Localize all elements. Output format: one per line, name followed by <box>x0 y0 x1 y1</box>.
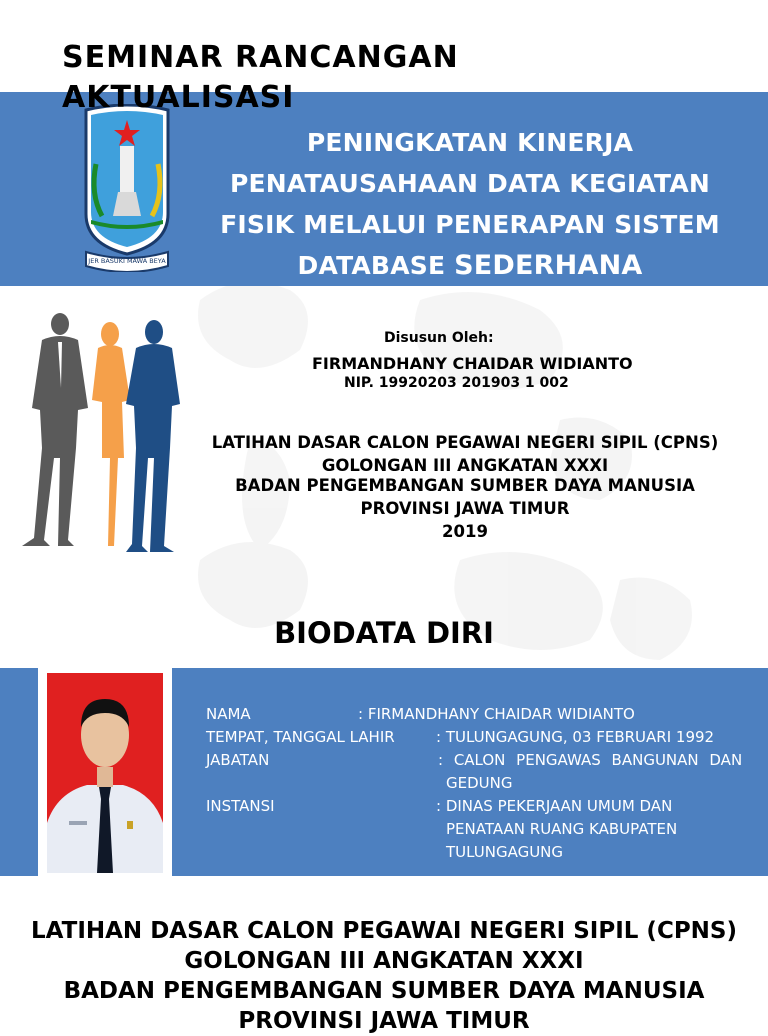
biodata-label: TEMPAT, TANGGAL LAHIR <box>206 728 395 746</box>
east-java-emblem <box>80 104 174 272</box>
seminar-heading: SEMINAR RANCANGAN AKTUALISASI <box>62 40 459 115</box>
biodata-row-instansi-cont2 <box>206 841 756 864</box>
biodata-value: PENATAAN RUANG KABUPATEN <box>446 820 678 838</box>
business-people-silhouettes <box>14 308 194 558</box>
training-info-line: BADAN PENGEMBANGAN SUMBER DAYA MANUSIA <box>235 476 695 495</box>
training-info-line: PROVINSI JAWA TIMUR <box>360 499 570 518</box>
biodata-value <box>438 749 742 772</box>
biodata-row-jabatan-cont <box>206 772 756 795</box>
biodata-value: : FIRMANDHANY CHAIDAR WIDIANTO <box>358 705 635 723</box>
slide-title-line: PENATAUSAHAAN DATA KEGIATAN <box>229 169 711 198</box>
biodata-row-jabatan <box>206 749 756 772</box>
bottom-info-line: PROVINSI JAWA TIMUR <box>238 1008 530 1034</box>
biodata-value-text: : CALON PENGAWAS BANGUNAN DAN <box>438 751 743 769</box>
slide-title-word: DATABASE <box>297 251 446 280</box>
biodata-list <box>206 703 756 864</box>
slide-title-line: PENINGKATAN KINERJA <box>306 128 634 157</box>
biodata-label: JABATAN <box>206 751 270 769</box>
profile-photo <box>47 673 163 873</box>
training-info-line: LATIHAN DASAR CALON PEGAWAI NEGERI SIPIL (CPNS) <box>211 433 719 452</box>
biodata-row-nama <box>206 703 756 726</box>
slide-title <box>205 122 735 286</box>
bottom-info-line: BADAN PENGEMBANGAN SUMBER DAYA MANUSIA <box>63 978 705 1004</box>
slide-title-line <box>205 245 735 286</box>
bottom-training-info <box>0 916 768 1036</box>
biodata-value: GEDUNG <box>446 774 513 792</box>
training-info <box>188 431 742 543</box>
biodata-row-instansi-cont1 <box>206 818 756 841</box>
biodata-row-instansi <box>206 795 756 818</box>
person-navy-silhouette <box>126 320 180 552</box>
person-gray-silhouette <box>22 313 88 546</box>
person-orange-silhouette <box>92 322 130 546</box>
author-nip: NIP. 19920203 201903 1 002 <box>344 375 569 391</box>
bottom-info-line: LATIHAN DASAR CALON PEGAWAI NEGERI SIPIL (CPNS) <box>30 918 738 944</box>
training-info-line: GOLONGAN III ANGKATAN XXXI <box>321 456 609 475</box>
biodata-row-ttl <box>206 726 756 749</box>
biodata-label: NAMA <box>206 705 251 723</box>
author-by-label: Disusun Oleh: <box>384 330 494 346</box>
biodata-value: : DINAS PEKERJAAN UMUM DAN <box>436 797 673 815</box>
training-info-line: 2019 <box>442 522 488 541</box>
slide-title-line: FISIK MELALUI PENERAPAN SISTEM <box>220 210 720 239</box>
biodata-value: : TULUNGAGUNG, 03 FEBRUARI 1992 <box>436 728 715 746</box>
biodata-value: TULUNGAGUNG <box>446 843 564 861</box>
biodata-label: INSTANSI <box>206 797 275 815</box>
bottom-info-line: GOLONGAN III ANGKATAN XXXI <box>184 948 584 974</box>
profile-photo-frame <box>38 664 172 882</box>
emblem-motto: JER BASUKI MAWA BEYA <box>88 257 166 265</box>
biodata-title: BIODATA DIRI <box>274 616 494 650</box>
author-name: FIRMANDHANY CHAIDAR WIDIANTO <box>312 354 633 373</box>
slide-title-word: SEDERHANA <box>454 250 643 281</box>
